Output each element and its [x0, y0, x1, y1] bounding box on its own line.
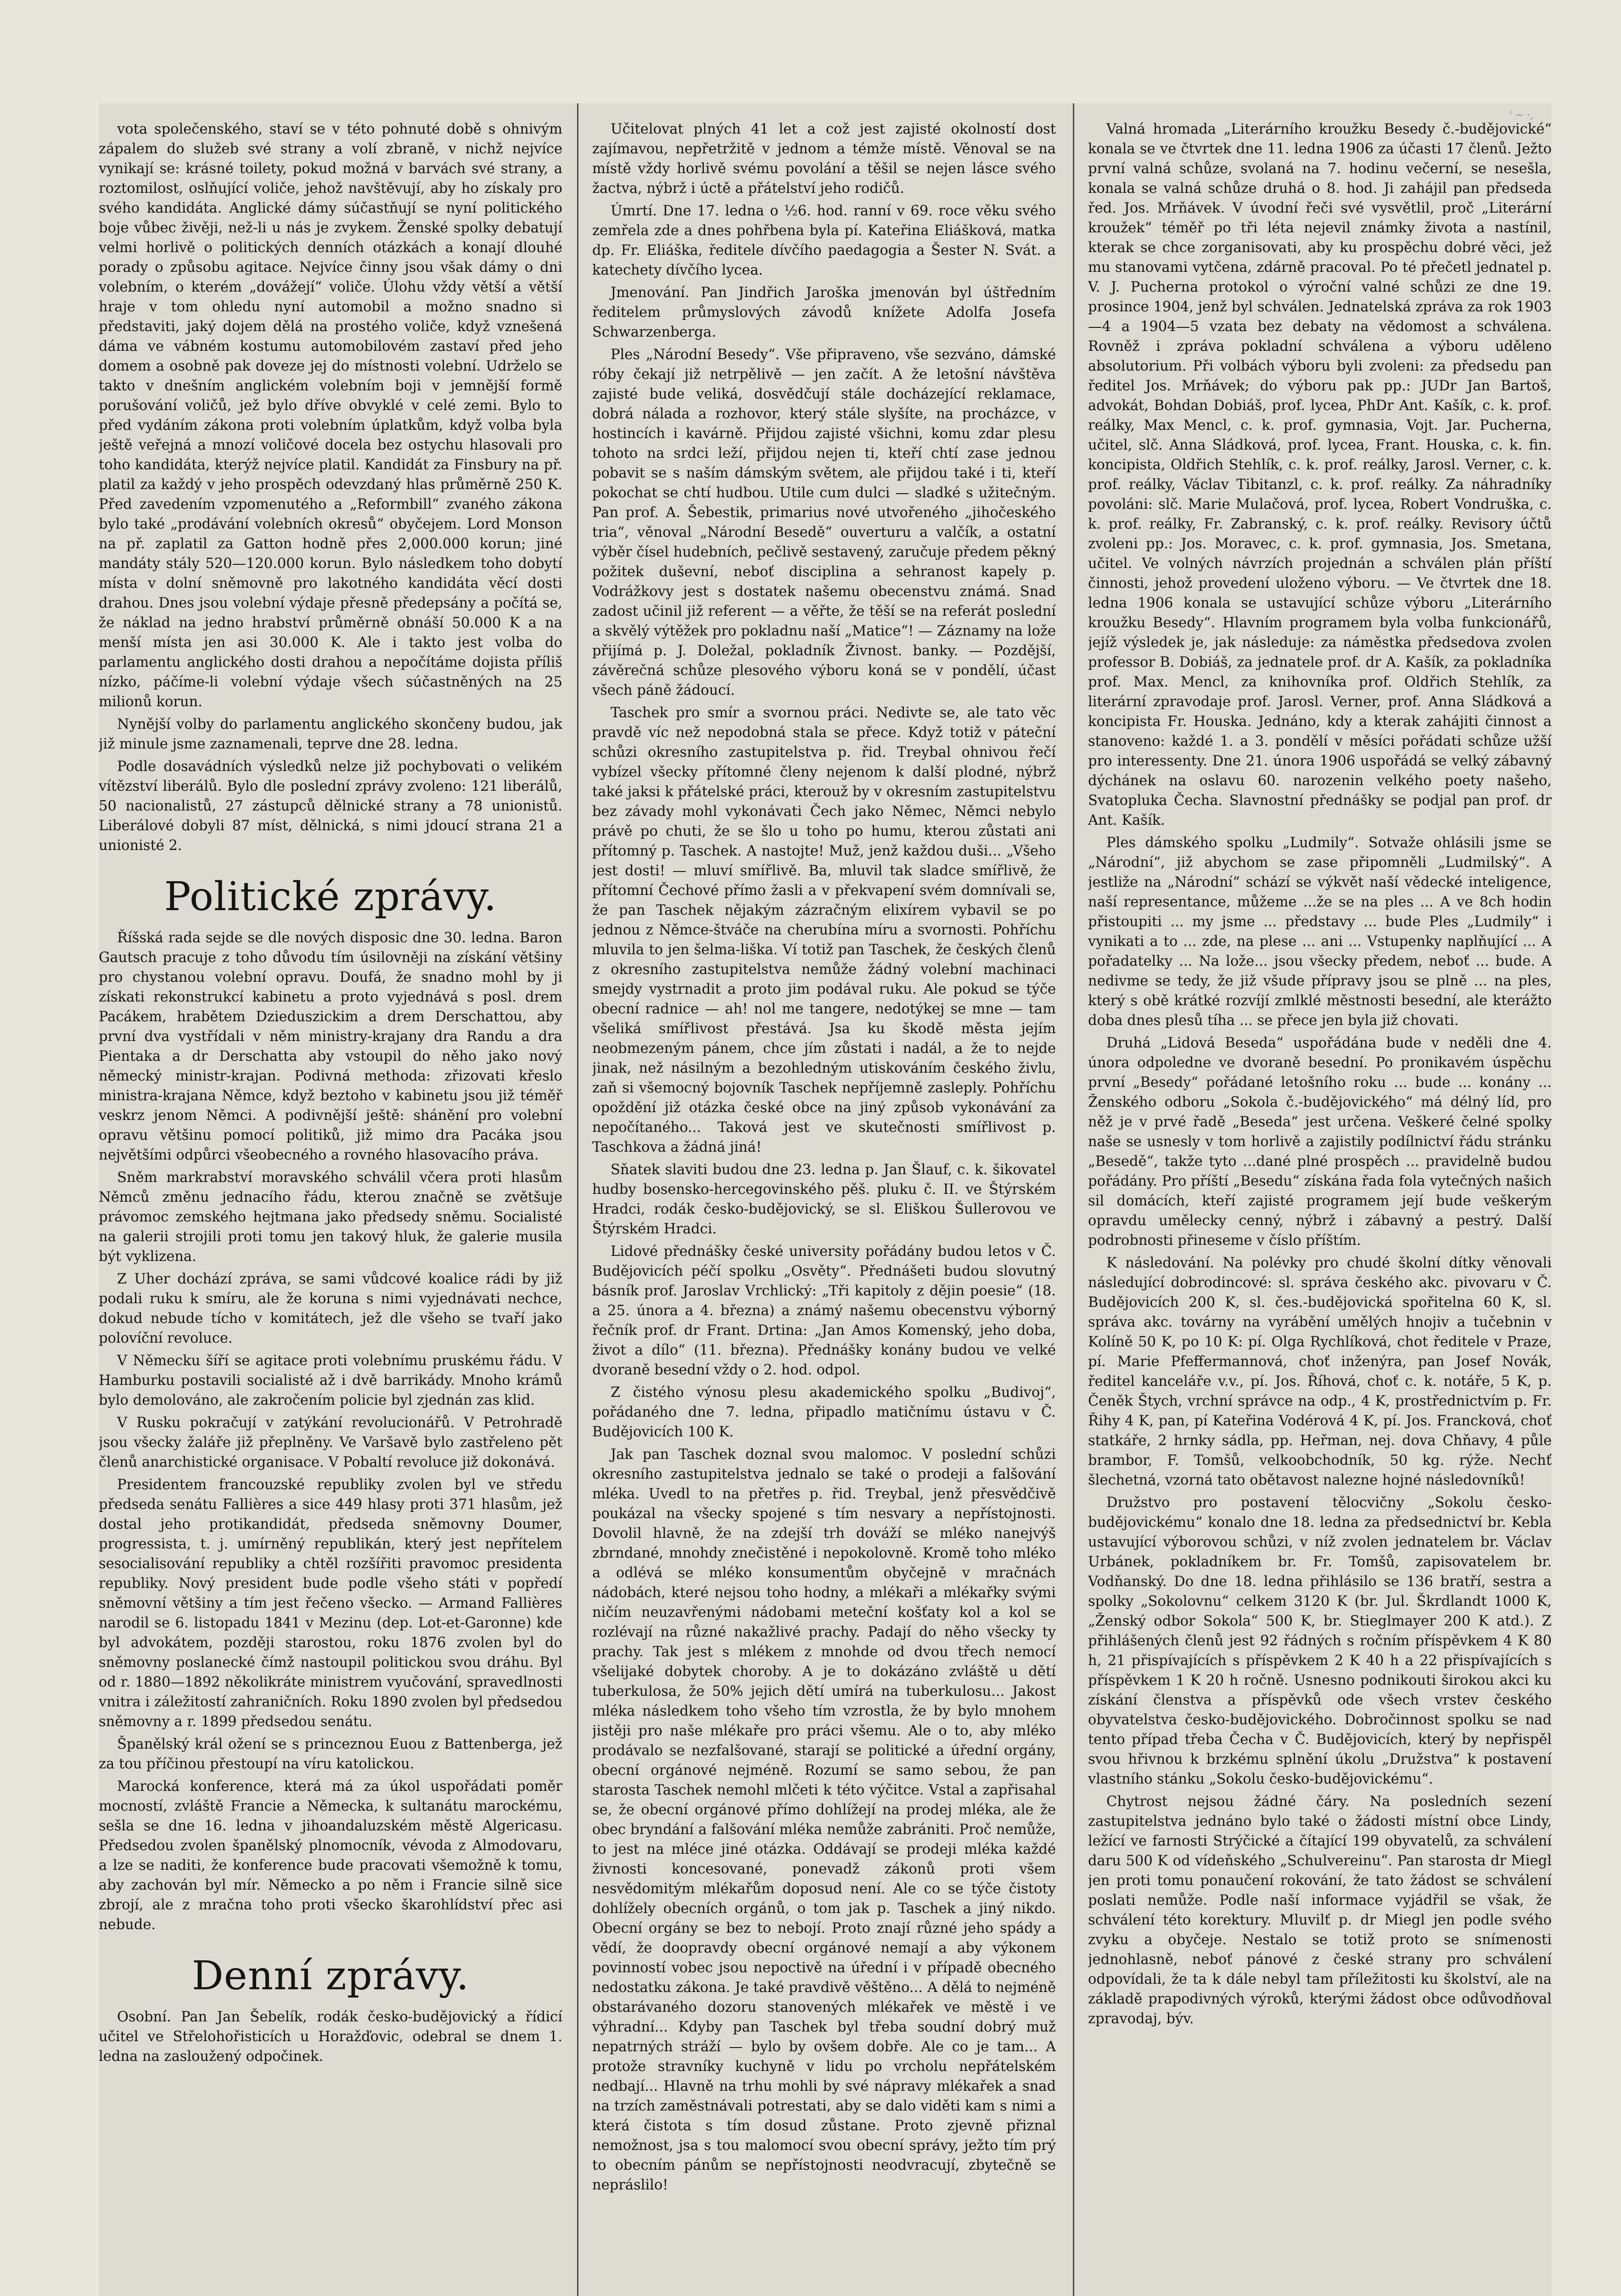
news-item: Druhá „Lidová Beseda“ uspořádána bude v neděli dne 4. února odpoledne ve dvoraně besední. Po pronikavém úspěchu první „Besedy“ pořádané letošního roku ... bude ... konány ... Ženského odboru „Sokola č.-budějovického“ má délný líd, pro něž je v prvé řadě „Beseda“ jest určena. Veškeré čelné spolky naše se usnesly v tom horlivě a zajistily podílnictví řádu stránku „Besedě“, takže tyto ...dané plné prospěch ... pravidelně budou pořádány. Pro příští „Besedu“ získána řada fola vytečných našich sil domácích, kteří zajisté programem její bude veškerým opravdu umělecky cenný, nýbrž i zábavný a pestrý. Další podrobnosti přineseme v číslo příštím.: [1088, 1035, 1552, 1249]
news-item: K následování. Na polévky pro chudé školní dítky věnovali následující dobrodincové: sl. správa českého akc. pivovaru v Č. Budějovicích 200 K, sl. čes.-budějovická spořitelna 60 K, sl. správa akc. továrny na vyrábění umělých hnojiv a tučebnin v Kolíně 50 K, po 10 K: pí. Olga Rychlíková, chot ředitele v Praze, pí. Marie Pfeffermannová, choť inženýra, pan Josef Novák, ředitel kanceláře v.v., pí. Jos. Říhová, choť c. k. notáře, 5 K, p. Čeněk Štych, vrchní správce na odp., 4 K, prostřednictvím p. Fr. Řihy 4 K, pan, pí Kateřina Vodérová 4 K, pí. Jos. Francková, choť statkáře, 2 hrnky sádla, pp. Heřman, nej. dova Chňavy, 4 půle brambor, F. Tomšů, velkoobchodník, 50 kg. rýže. Nechť šlechetná, vzorná tato obětavost nalezne hojné následovníků!: [1088, 1255, 1552, 1488]
article-paragraph: vota společenského, staví se v této pohnuté době s ohnivým zápalem do služeb své strany a volí zbraně, v nichž nejvíce vynikají se: krásné toilety, pokud možná v barvách své strany, a roztomilost, oslňující voliče, jehož navštěvují, aby ho získaly pro svého kandidáta. Anglické dámy súčastňují se nyní politického boje vůbec živěji, než-li u nás je zvykem. Ženské spolky debatují velmi horlivě o politických denních otázkách a konají dlouhé porady o způsobu agitace. Nejvíce činny jsou však dámy o dni volebním, o kterém „dovážejí“ voliče. Úlohu vždy větší a větší hraje v tom ohledu nyní automobil a možno snadno si představiti, jaký dojem dělá na prostého voliče, když vznešená dáma ve vábném kostumu automobilovém zastaví před jeho domem a osobně pak doveze jej do místnosti volební. Udrželo se takto v dnešním anglickém volebním boji v jemnější formě porušování voličů, jež bylo dříve obvyklé v celé zemi. Bylo to před vydáním zákona proti volebním úplatkům, když volba byla ještě veřejná a mnozí voličové docela bez ostychu hlasovali pro toho kandidáta, kterýž nejvíce platil. Kandidát za Finsbury na př. platil za každý v jeho prospěch odevzdaný hlas průměrně 250 K. Před zavedením vzpomenutého a „Reformbill“ zvaného zákona bylo také „prodávání volebních okresů“ obyčejem. Lord Monson na př. zaplatil za Gatton hodně přes 2,000.000 korun; jiné mandáty stály 520—120.000 korun. Bylo následkem toho dobytí místa v dolní sněmovně pro lakotného kandidáta věcí dosti drahou. Dnes jsou volební výdaje přesně předepsány a počítá se, že náklad na jedno hrabství průměrně obnáší 50.000 K a na menší místa jen asi 30.000 K. Ale i takto jest volba do parlamentu anglického dosti drahou a nepočítáme dojista příliš nízko, páčíme-li volební výdaje všech súčastněných na 25 milionů korun.: [99, 121, 562, 710]
news-item: Jmenování. Pan Jindřich Jaroška jmenován byl úštředním ředitelem průmyslových závodů knížete Adolfa Josefa Schwarzenberga.: [592, 285, 1056, 340]
news-item: Ples dámského spolku „Ludmily“. Sotvaže ohlásili jsme se „Národní“, již abychom se zase připomněli „Ludmilský“. A jestliže na „Národní“ schází se výkvět naší vědecké inteligence, naší representance, můžeme ...že se na ples ... A ve 8ch hodin přistoupiti ... my jsme ... představy ... bude Ples „Ludmily“ i vynikati a to ... zde, na plese ... ani ... Vstupenky naplňující ... A pořadatelky ... Na lože... jsou všecky předem, neboť ... bude. A nedivme se tedy, že již všude přípravy jsou se plně ... na ples, který s obě krátké rozvíjí zmlklé městnosti besední, ale kterážto doba dnes plesů tíha ... se přece jen byla již chovati.: [1088, 835, 1552, 1029]
news-item: V Německu šíří se agitace proti volebnímu pruskému řádu. V Hamburku postavili socialisté až i dvě barrikády. Mnoho krámů bylo demolováno, ale zakročením policie byl zjednán zas klid.: [99, 1353, 562, 1408]
news-item: V Rusku pokračují v zatýkání revolucionářů. V Petrohradě jsou všecky žaláře již přeplněny. Ve Varšavě bylo zastřeleno pět členů anarchistické organisace. V Pobaltí revoluce již dokonává.: [99, 1415, 562, 1470]
article-paragraph: Nynější volby do parlamentu anglického skončeny budou, jak již minule jsme zaznamenali, teprve dne 28. ledna.: [99, 716, 562, 752]
news-item: Družstvo pro postavení tělocvičny „Sokolu česko-budějovickému“ konalo dne 18. ledna za předsednictví br. Kebla ustavující výborovou schůzi, v níž zvolen jednatelem br. Václav Urbánek, pokladníkem br. Fr. Tomšů, zapisovatelem br. Vodňanský. Do dne 18. ledna přihlásilo se 136 bratří, sestra a spolky „Sokolovnu“ celkem 3120 K (br. Jul. Škrdlandt 1000 K, „Ženský odbor Sokola“ 500 K, br. Stieglmayer 200 K atd.). Z přihlášených členů jest 92 řádných s ročním příspěvkem 4 K 80 h, 21 přispívajících s příspěvkem 2 K 40 h a 22 přispívajících s příspěvkem 1 K 20 h ročně. Usnesno podnikouti širokou akci ku získání členstva a příspěvků ode všech vrstev českého obyvatelstva česko-budějovického. Dobročinnost spolku se nad tento případ třeba Čecha v Č. Budějovicích, který by nepřispěl svou hřivnou k brzkému splnění úkolu „Družstva“ k postavení vlastního stánku „Sokolu česko-budějovickému“.: [1088, 1495, 1552, 1787]
column-2: [592, 119, 1056, 2296]
news-item: Marocká konference, která má za úkol uspořádati poměr mocností, zvláště Francie a Německa, k sultanátu marockému, sešla se dne 16. ledna v jihoandaluzském městě Algericasu. Předsedou zvolen španělský plnomocník, vévoda z Almodovaru, a lze se naditi, že konference bude pracovati všemožně k tomu, aby zachován byl mír. Německo a po něm i Francie silně sice zbrojí, ale z mračna toho proti všecko škarohlídství přec asi nebude.: [99, 1778, 562, 1933]
column-1: [99, 119, 562, 2296]
politicke-block: [99, 928, 562, 1935]
news-item: Jak pan Taschek doznal svou malomoc. V poslední schůzi okresního zastupitelstva jednalo se také o prodeji a falšování mléka. Uvedl to na přetřes p. řid. Treybal, jenž přesvědčivě poukázal na všecky spojené s tím nesvary a nepřístojnosti. Dovolil hlavně, že na zdejší trh dováží se mléko nanejvýš zbrndané, mnohdy znečistěné i nepokolovně. Kromě toho mléko a odlévá se mléko konsumentům obyčejně v mračnách nádobách, které nejsou toho hodny, a mlékaři a mlékařky svými ničím neuzavřenými nádobami meteční košťaty kol a kol se rozlévají na různé nakažlivé prachy. Padají do něho všecky ty prachy. Tak jest s mlékem z mnohde od dvou třech nemocí všelijaké dobytek choroby. A je to dokázáno zvláště u dětí tuberkulosa, že 50% jejich dětí umírá na tuberkulosu... Jakost mléka následkem toho všeho tím vzrostla, že by bylo mnohem jistěji pro naše mlékaře pro práci všemu. Ale o to, aby mléko prodávalo se nezfalšované, starají se politické a úřední orgány, obecní orgánové nejméně. Rozumí se samo sebou, že pan starosta Taschek nemohl mlčeti k této výčitce. Vstal a zapřisahal se, že obecní orgánové přímo dohlížejí na prodej mléka, ale že obec bryndání a falšování mléka nemůže zabrániti. Proč nemůže, to jest na mléce jiné otázka. Oddávají se prodeji mléka každé živnosti koncesované, ponevadž zákonů proti všem nesvědomitým mlékařům doposud není. Ale co se týče čistoty dohlížely obecních orgánů, o tom jak p. Taschek a jiný nikdo. Obecní orgány se bez to nebojí. Proto znají různé jeho spády a vědí, že doopravdy obecní orgánové nemají a aby výkonem povinností vobec jsou nepoctivě na úřední i v případě obecného nedostatku zákona. Je také pravdivě věštěno... A dělá to nejméně obstarávaného dozoru stanovených mlékařek ve městě i ve výhradní... Kdyby pan Taschek byl třeba soudní dobrý muž nepatrných stráží — bylo by ovšem dobře. Ale co je tam... A protože stravníky kuchyně v lidu po vrcholu nepřátelském nedbají... Hlavně na trhu mohli by své nápravy mlékařek a snad na trzích zaměstnávali potrestati, aby se dalo viděti kam s nimi a která čistota s tím dosud zůstane. Proto zjevně přiznal nemožnost, jsa s tou malomocí svou obecní správy, ježto tím prý to obecním pánům se nepřístojnosti neodvracují, zbytečně se nepráslilo!: [592, 1446, 1056, 2193]
news-item: Presidentem francouzské republiky zvolen byl ve středu předseda senátu Fallières a sice 449 hlasy proti 371 hlasům, jež dostal jeho protikandidát, předseda sněmovny Doumer, progressista, t. j. umírněný republikán, který jest nepřítelem sesocialisování republiky a chtěl rozšířiti pravomoc presidenta republiky. Nový president bude podle všeho státi v popředí sněmovní většiny a tím jest řečeno všecko. — Armand Fallières narodil se 6. listopadu 1841 v Mezinu (dep. Lot-et-Garonne) kde byl advokátem, později starostou, roku 1876 zvolen byl do sněmovny poslanecké čímž nastoupil politickou svou dráhu. Byl od r. 1880—1892 několikráte ministrem vyučování, spravedlnosti vnitra i záležitostí zahraničních. Roku 1890 zvolen byl předsedou sněmovny a r. 1899 předsedou senátu.: [99, 1477, 562, 1730]
intro-block: [99, 119, 562, 855]
column-rule-left: [577, 103, 578, 2296]
news-item: Sňatek slaviti budou dne 23. ledna p. Jan Šlauf, c. k. šikovatel hudby bosensko-hercegovinského pěš. pluku č. II. ve Štýrském Hradci, rodák česko-budějovický, se sl. Eliškou Šullerovou ve Štýrském Hradci.: [592, 1162, 1056, 1237]
news-item: Úmrtí. Dne 17. ledna o ½6. hod. ranní v 69. roce věku svého zemřela zde a dnes pohřbena byla pí. Kateřina Eliášková, matka dp. Fr. Eliáška, ředitele dívčího paedagogia a Šester N. Svát. a katechety dívčího lycea.: [592, 203, 1056, 278]
denni-block: [99, 2007, 562, 2066]
news-item: Osobní. Pan Jan Šebelík, rodák česko-budějovický a řídicí učitel ve Střelohořisticích u Horažďovic, odebral se dnem 1. ledna na zasloužený odpočinek.: [99, 2009, 562, 2065]
news-item: Sněm markrabství moravského schválil včera proti hlasům Němců změnu jednacího řádu, kterou značně se zvětšuje právomoc zemského hejtmana jako předsedy sněmu. Socialisté na galerii strojili proti tomu jen takový hluk, že galerie musila být vyklizena.: [99, 1170, 562, 1265]
corner-mark: ' ~ ·,: [1509, 110, 1533, 121]
news-item: Ples „Národní Besedy“. Vše připraveno, vše sezváno, dámské róby čekají již netrpělivě — jen začít. A že letošní návštěva zajisté bude veliká, dosvědčují stále docházející reklamace, dobrá nálada a rozhovor, který stále slyšíte, na procházce, v hostincích i kavárně. Přijdou zajisté všichni, komu zdar plesu tohoto na srdci leží, přijdou nejen ti, kteří chtí zase jednou pobavit se s naším dámským světem, ale přijdou také i ti, kteří pokochat se chtí hudbou. Utile cum dulci — sladké s užitečným. Pan prof. A. Šebestik, primarius nové utvořeného „jihočeského tria“, věnoval „Národní Besedě“ ouverturu a valčík, a ostatní výběr čísel hudebních, pečlivě sestavený, zaručuje předem pěkný požitek duševní, neboť disciplina a sehranost kapely p. Vodrážkovy jest s dostatek našemu obecenstvu známá. Snad zadost učinil již referent — a věřte, že těší se na referát poslední a skvělý výtěžek pro pokladnu naší „Matice“! — Záznamy na lože přijímá p. J. Doležal, pokladník Živnost. banky. — Pozdější, závěrečná schůze plesového výboru koná se v pondělí, účast všech páně žádoucí.: [592, 347, 1056, 698]
news-item: Z Uher dochází zpráva, se sami vůdcové koalice rádi by již podali ruku k smíru, ale že koruna s nimi vyjednávati nechce, dokud nebude tícho v komitátech, jež dle všeho se tvaří jako polovíční revoluce.: [99, 1271, 562, 1346]
news-item: Španělský král ožení se s princeznou Euou z Battenberga, jež za tou příčinou přestoupí na víru katolickou.: [99, 1736, 562, 1772]
news-item: Říšská rada sejde se dle nových disposic dne 30. ledna. Baron Gautsch pracuje z toho důvodu tím úsilovněji na získání většiny pro chystanou volební opravu. Doufá, že snadno mohl by ji získati rekonstrukcí kabinetu a proto vyjednává s posl. drem Pacákem, hrabětem Dzieduszickim a drem Derschattou, aby první dva vystřídali v něm ministry-krajany dra Randu a dra Pientaka a dr Derschatta aby vstoupil do něho jako nový německý ministr-krajan. Podivná methoda: zřizovati křeslo ministra-krajana Němce, když beztoho v kabinetu jsou již téměř veskrz jenom Němci. A podivnější ještě: shánění pro volební opravu většinu pomocí politiků, již mimo dra Pacáka jsou největšími odpůrci všeobecného a rovného hlasovacího práva.: [99, 930, 562, 1163]
column-3: [1088, 119, 1552, 2296]
section-title-politicke: Politické zprávy.: [164, 874, 497, 920]
article-paragraph: Podle dosavádních výsledků nelze již pochybovati o velikém vítězství liberálů. Bylo dle poslední zprávy zvoleno: 121 liberálů, 50 nacionalistů, 27 zástupců dělnické strany a 78 unionistů. Liberálové dobyli 87 míst, dělnická, s nimi jdoucí strana 21 a unionisté 2.: [99, 759, 562, 854]
news-item: Taschek pro smír a svornou práci. Nedivte se, ale tato věc pravdě víc než nepodobná stala se přece. Když totiž v páteční schůzi okresního zastupitelstva p. řid. Treybal ohnivou řečí vybízel všecky přítomné členy nejenom k další plodné, nýbrž také jaksi k přátelské práci, kterouž by v okresním zastupitelstvu bez závady mohl vykonávati Čech jako Němec, Němci nebylo právě po chuti, že se šlo u toho po humu, kterou zůstati ani přítomný p. Taschek. A nastojte! Muž, jenž každou duši... „Všeho jest dosti! — mluví smířlivě. Ba, mluvil tak sladce smířlivě, že přítomní Čechové přímo žasli a v překvapení svém domnívali se, že pan Taschek nějakým zázračným elixírem vybavil se po jednou z Němce-štváče na cherubína míru a svornosti. Pohříchu mluvila to jen šelma-liška. Ví totiž pan Taschek, že českých členů z okresního zastupitelstva nemůže žádný volební machinaci smejdy vystrnadit a proto jim podával ruku. Ale pokud se týče obecní radnice — ah! nol me tangere, nedotýkej se mne — tam všeliká smířlivost přestává. Jsa ku škodě města jejím neobmezeným pánem, chce jím zůstati i nadál, a že to nejde jinak, než násilným a bezohledným utiskováním českého živlu, zaň si všemocný bojovník Taschek nepříjemně zasleply. Pohříchu opoždění již otázka české obce na jiný způsob vykonávání za nepočítaného... Taková jest ve skutečnosti smířlivost p. Taschkova a žádná jiná!: [592, 705, 1056, 1155]
news-item: Učitelovat plných 41 let a což jest zajisté okolností dost zajímavou, nepřetržitě v jednom a témže místě. Věnoval se na místě vždy horlivě svému povolání a těšil se nejen lásce svého žactva, nýbrž i úctě a přátelství jeho rodičů.: [592, 121, 1056, 197]
news-item: Z čistého výnosu plesu akademického spolku „Budivoj“, pořádaného dne 7. ledna, připadlo matičnímu ústavu v Č. Budějovicích 100 K.: [592, 1384, 1056, 1440]
news-item: Chytrost nejsou žádné čáry. Na posledních sezení zastupitelstva jednáno bylo také o žádosti místní obce Lindy, ležící ve farnosti Strýčické a čítající 199 obyvatelů, za schválení daru 500 K od vídeňského „Schulvereinu“. Pan starosta dr Miegl jen proti tomu ponaučení rokování, že tato žádost se schválení poslati nemůže. Podle naší informace vyjádřil se však, že schválení této korektury. Mluvilť p. dr Miegl jen podle svého zvyku a obyčeje. Nestalo se totiž proto se snímenosti jednohlasně, neboť pánové z české strany pro schválení odpovídali, že ta k dále nebyl tam příležitosti ku školství, ale na základě prapodivných výroků, kterými žádost obce odůvodňoval zpravodaj, býv.: [1088, 1794, 1552, 2027]
newspaper-page: [99, 103, 1552, 2296]
news-item: Lidové přednášky české university pořádány budou letos v Č. Budějovicích péčí spolku „Osvěty“. Přednášeti budou slovutný básník prof. Jaroslav Vrchlický: „Tři kapitoly z dějin poesie“ (18. a 25. února a 4. března) a známý našemu obecenstvu výborný řečník prof. dr Frant. Drtina: „Jan Amos Komenský, jeho doba, život a dílo“ (11. března). Přednášky konány budou ve velké dvoraně besední vždy o 2. hod. odpol.: [592, 1244, 1056, 1378]
column-rule-right: [1073, 103, 1074, 2296]
section-title-denni: Denní zprávy.: [191, 1953, 470, 1999]
news-item: Valná hromada „Literárního kroužku Besedy č.-budějovické“ konala se ve čtvrtek dne 11. ledna 1906 za účasti 17 členů. Ježto první valná schůze, svolaná na 7. hodinu večerní, se nesešla, konala se valná schůze druhá o 8. hod. Ji zahájil pan předseda řed. Jos. Mrňávek. V úvodní řeči své vysvětlil, proč „Literární kroužek“ téměř po tři léta nejevil známky života a nastínil, kterak se chce zorganisovati, aby ku prospěchu dobré věci, jež mu stanovami vytčena, zdárně pracoval. Po té přečetl jednatel p. V. J. Pucherna protokol o výroční valné schůzi ze dne 19. prosince 1904, jenž byl schválen. Jednatelská zpráva za rok 1903—4 a 1904—5 vzata bez debaty na vědomost a schválena. Rovněž i zpráva pokladní schválena a výboru uděleno absolutorium. Při volbách výboru byli zvoleni: za předsedu pan ředitel Jos. Mrňávek; do výboru pak pp.: JUDr Jan Bartoš, advokát, Bohdan Dobiáš, prof. lycea, PhDr Ant. Kašík, c. k. prof. reálky, Max Mencl, c. k. prof. gymnasia, Vojt. Jar. Pucherna, učitel, slč. Anna Sládková, prof. lycea, Frant. Houska, c. k. fin. koncipista, Oldřich Stehlík, c. k. prof. reálky, Jarosl. Verner, c. k. prof. reálky, Václav Tibitanzl, c. k. prof. reálky. Za náhradníky povoláni: slč. Marie Mulačová, prof. lycea, Robert Vondruška, c. k. prof. reálky, Fr. Zabranský, c. k. prof. reálky. Revisory účtů zvoleni pp.: Jos. Moravec, c. k. prof. gymnasia, Jos. Smetana, učitel. Ve volných návrzích projednán a schválen plán příští činnosti, jehož provedení uloženo výboru. — Ve čtvrtek dne 18. ledna 1906 konala se ustavující schůze výboru „Literárního kroužku Besedy“. Hlavním programem byla volba funkcionářů, jejíž výsledek je, jak následuje: za náměstka předsedova zvolen professor B. Dobiáš, za jednatele prof. dr A. Kašík, za pokladníka prof. Max. Mencl, za knihovníka prof. Oldřich Stehlík, za literární zpravodaje prof. Jarosl. Verner, prof. Anna Sládková a koncipista Fr. Houska. Jednáno, kdy a kterak zahájiti činnost a stanoveno: každé 1. a 3. pondělí v měsíci pořádati schůze užší pro interessenty. Dne 21. února 1906 uspořádá se velký zábavný dýchánek na oslavu 60. narozenin velkého poety našeho, Svatopluka Čecha. Slavnostní přednášky se podjal pan prof. dr Ant. Kašík.: [1088, 121, 1552, 828]
